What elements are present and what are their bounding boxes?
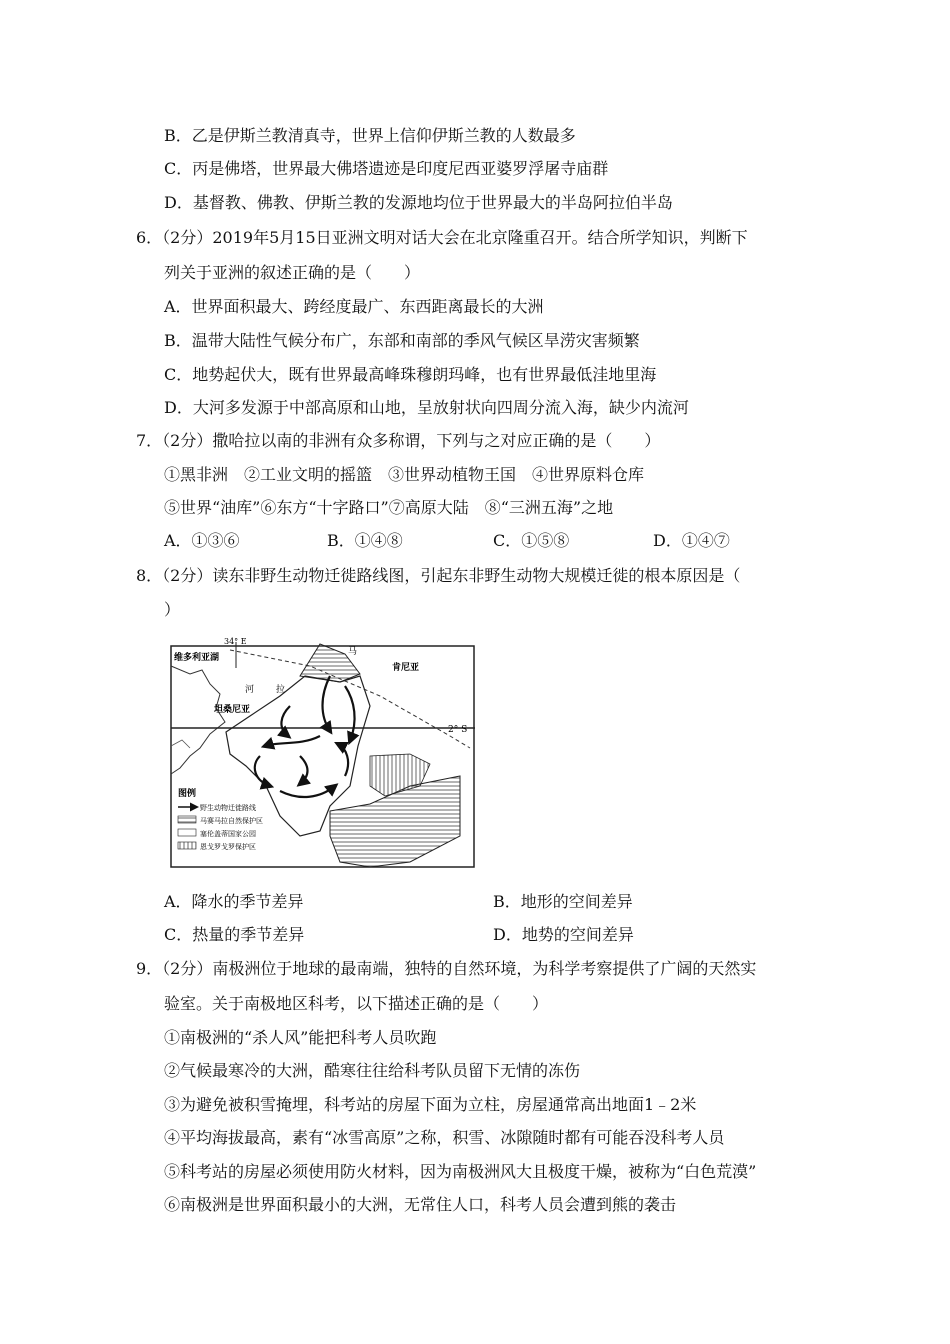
q6-stem-line2: 列关于亚洲的叙述正确的是（ ） (164, 263, 421, 282)
q9-statement-4: ④平均海拔最高，素有“冰雪高原”之称，积雪、冰隙随时都有可能吞没科考人员 (164, 1128, 725, 1147)
legend-ngorongoro: 恩戈罗戈罗保护区 (200, 843, 256, 851)
q9-statement-6: ⑥南极洲是世界面积最小的大洲，无常住人口，科考人员会遭到熊的袭击 (164, 1195, 677, 1214)
q8-stem-line2: ） (164, 600, 181, 619)
q7-stem: 7．（2分）撒哈拉以南的非洲有众多称谓，下列与之对应正确的是（ ） (136, 431, 661, 450)
q6-option-b: B．温带大陆性气候分布广，东部和南部的季风气候区旱涝灾害频繁 (164, 331, 640, 350)
q7-option-b: B．①④⑧ (327, 531, 403, 550)
q8-stem-line1: 8．（2分）读东非野生动物迁徙路线图，引起东非野生动物大规模迁徙的根本原因是（ (136, 566, 741, 585)
legend-swatch-mara (178, 816, 196, 823)
q7-items-line1: ①黑非洲 ②工业文明的摇篮 ③世界动植物王国 ④世界原料仓库 (164, 465, 645, 484)
migration-map (170, 636, 475, 868)
q6-option-c: C．地势起伏大，既有世界最高峰珠穆朗玛峰，也有世界最低洼地里海 (164, 365, 657, 384)
q9-stem-line1: 9．（2分）南极洲位于地球的最南端，独特的自然环境，为科学考察提供了广阔的天然实 (136, 959, 757, 978)
legend-route: 野生动物迁徙路线 (200, 804, 256, 812)
la-label: 拉 (276, 685, 286, 695)
q9-statement-5: ⑤科考站的房屋必须使用防火材料，因为南极洲风大且极度干燥，被称为“白色荒漠” (164, 1162, 757, 1181)
q7-items-line2: ⑤世界“油库”⑥东方“十字路口”⑦高原大陆 ⑧“三洲五海”之地 (164, 498, 614, 517)
ma-label: 马 (348, 647, 358, 657)
q6-option-d: D．大河多发源于中部高原和山地，呈放射状向四周分流入海，缺少内流河 (164, 398, 689, 417)
legend-title: 图例 (178, 789, 197, 799)
q8-option-b: B．地形的空间差异 (493, 892, 633, 911)
q8-option-c: C．热量的季节差异 (164, 925, 305, 944)
legend-mara: 马赛马拉自然保护区 (200, 817, 263, 825)
lake-label: 维多利亚湖 (174, 653, 220, 663)
q9-statement-3: ③为避免被积雪掩埋，科考站的房屋下面为立柱，房屋通常高出地面1﹣2米 (164, 1095, 697, 1114)
q9-statement-1: ①南极洲的“杀人风”能把科考人员吹跑 (164, 1028, 437, 1047)
tanzania-label: 坦桑尼亚 (214, 705, 251, 715)
legend-swatch-serengeti (178, 829, 196, 836)
q8-option-d: D．地势的空间差异 (493, 925, 634, 944)
legend-serengeti: 塞伦盖蒂国家公园 (200, 830, 256, 838)
he-label: 河 (245, 685, 255, 695)
q9-stem-line2: 验室。关于南极地区科考，以下描述正确的是（ ） (164, 994, 549, 1013)
legend-swatch-ngorongoro (178, 842, 196, 849)
q5-option-d: D．基督教、佛教、伊斯兰教的发源地均位于世界最大的半岛阿拉伯半岛 (164, 193, 673, 212)
q7-option-a: A．①③⑥ (164, 531, 240, 550)
q6-option-a: A．世界面积最大、跨经度最广、东西距离最长的大洲 (164, 297, 544, 316)
q5-option-c: C．丙是佛塔，世界最大佛塔遗迹是印度尼西亚婆罗浮屠寺庙群 (164, 159, 609, 178)
q5-option-b: B．乙是伊斯兰教清真寺，世界上信仰伊斯兰教的人数最多 (164, 126, 576, 145)
q9-statement-2: ②气候最寒冷的大洲，酷寒往往给科考队员留下无情的冻伤 (164, 1061, 581, 1080)
kenya-label: 肯尼亚 (392, 663, 420, 673)
latitude-label: 2° S (448, 725, 468, 735)
q8-option-a: A．降水的季节差异 (164, 892, 304, 911)
longitude-label: 34° E (224, 637, 247, 646)
q6-stem-line1: 6．（2分）2019年5月15日亚洲文明对话大会在北京隆重召开。结合所学知识，判断下 (136, 228, 748, 247)
q7-option-d: D．①④⑦ (653, 531, 730, 550)
q7-option-c: C．①⑤⑧ (493, 531, 570, 550)
